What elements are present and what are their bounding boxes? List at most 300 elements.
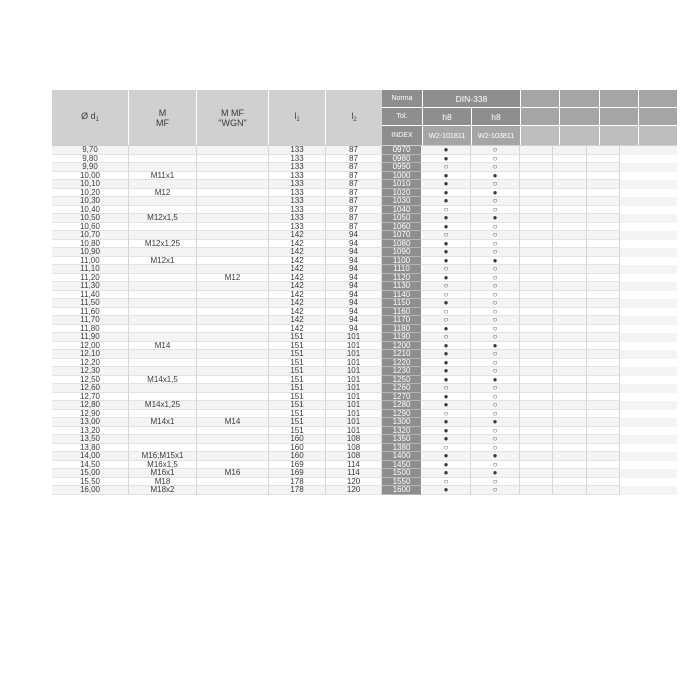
availability-2-cell: ○	[471, 393, 520, 402]
length-l2-cell: 87	[326, 206, 382, 215]
diameter-cell: 11,70	[52, 316, 129, 325]
table-row	[52, 155, 677, 164]
empty-cell	[587, 478, 620, 487]
availability-2-cell: ○	[471, 240, 520, 249]
thread-cell: M11x1	[129, 172, 197, 181]
empty-cell	[587, 291, 620, 300]
availability-2-cell: ○	[471, 231, 520, 240]
diameter-cell: 11,90	[52, 333, 129, 342]
table-row	[52, 231, 677, 240]
length-l1-cell: 133	[269, 197, 326, 206]
thread-cell	[129, 435, 197, 444]
table-row	[52, 180, 677, 189]
empty-cell	[553, 359, 586, 368]
thread-cell: M12x1	[129, 257, 197, 266]
empty-cell	[587, 214, 620, 223]
empty-cell	[553, 486, 586, 495]
wgn-thread-cell	[197, 189, 269, 198]
availability-2-cell: ○	[471, 180, 520, 189]
empty-cell	[587, 444, 620, 453]
empty-cell	[553, 291, 586, 300]
diameter-cell: 11,80	[52, 325, 129, 334]
empty-cell	[520, 461, 553, 470]
length-l1-cell: 151	[269, 350, 326, 359]
wgn-thread-cell	[197, 350, 269, 359]
header-thread	[129, 90, 197, 145]
length-l2-cell: 94	[326, 325, 382, 334]
empty-cell	[587, 206, 620, 215]
code-cell: 1120	[382, 274, 422, 283]
empty-cell	[553, 350, 586, 359]
length-l1-cell: 142	[269, 299, 326, 308]
tol-value-2: h8	[471, 108, 520, 125]
wgn-thread-cell	[197, 316, 269, 325]
empty-cell	[587, 274, 620, 283]
header-l1-sub: 1	[296, 116, 300, 123]
wgn-thread-cell	[197, 163, 269, 172]
code-cell: 1140	[382, 291, 422, 300]
diameter-cell: 11,40	[52, 291, 129, 300]
wgn-thread-cell: M14	[197, 418, 269, 427]
length-l1-cell: 151	[269, 401, 326, 410]
table-row	[52, 265, 677, 274]
header-left	[52, 90, 382, 145]
availability-1-cell: ●	[422, 469, 471, 478]
length-l1-cell: 133	[269, 189, 326, 198]
table-row	[52, 478, 677, 487]
code-cell: 1600	[382, 486, 422, 495]
empty-cell	[587, 155, 620, 164]
wgn-thread-cell	[197, 342, 269, 351]
availability-1-cell: ●	[422, 274, 471, 283]
thread-cell	[129, 180, 197, 189]
thread-cell: M18x2	[129, 486, 197, 495]
empty-cell	[553, 469, 586, 478]
code-cell: 1050	[382, 214, 422, 223]
diameter-cell: 10,50	[52, 214, 129, 223]
header-l2-label: l	[351, 110, 354, 121]
thread-cell	[129, 444, 197, 453]
wgn-thread-cell	[197, 223, 269, 232]
availability-1-cell: ●	[422, 257, 471, 266]
availability-1-cell: ●	[422, 325, 471, 334]
length-l1-cell: 151	[269, 333, 326, 342]
availability-1-cell: ●	[422, 486, 471, 495]
length-l1-cell: 151	[269, 376, 326, 385]
empty-cell	[520, 172, 553, 181]
availability-1-cell: ●	[422, 401, 471, 410]
empty-cell	[553, 376, 586, 385]
availability-2-cell: ○	[471, 367, 520, 376]
availability-1-cell: ●	[422, 435, 471, 444]
table-row	[52, 299, 677, 308]
table-row	[52, 486, 677, 495]
table-row	[52, 359, 677, 368]
empty-cell	[520, 486, 553, 495]
length-l2-cell: 94	[326, 257, 382, 266]
length-l1-cell: 151	[269, 359, 326, 368]
wgn-thread-cell	[197, 231, 269, 240]
diameter-cell: 15,50	[52, 478, 129, 487]
availability-2-cell: ○	[471, 265, 520, 274]
length-l2-cell: 101	[326, 401, 382, 410]
table-row	[52, 393, 677, 402]
availability-2-cell: ○	[471, 299, 520, 308]
empty-cell	[553, 384, 586, 393]
code-cell: 1010	[382, 180, 422, 189]
wgn-thread-cell	[197, 257, 269, 266]
table-row	[52, 384, 677, 393]
empty-cell	[587, 435, 620, 444]
header-diameter	[52, 90, 129, 145]
availability-1-cell: ●	[422, 155, 471, 164]
thread-cell	[129, 299, 197, 308]
length-l1-cell: 142	[269, 240, 326, 249]
header-index-row	[382, 126, 677, 145]
length-l2-cell: 101	[326, 333, 382, 342]
empty-cell	[553, 265, 586, 274]
diameter-cell: 12,90	[52, 410, 129, 419]
empty-cell	[520, 342, 553, 351]
length-l2-cell: 94	[326, 231, 382, 240]
header-empty-columns	[520, 126, 677, 145]
table-row	[52, 257, 677, 266]
diameter-cell: 11,20	[52, 274, 129, 283]
table-row	[52, 282, 677, 291]
wgn-thread-cell: M16	[197, 469, 269, 478]
availability-1-cell: ●	[422, 172, 471, 181]
wgn-thread-cell	[197, 325, 269, 334]
empty-cell	[520, 333, 553, 342]
diameter-cell: 14,00	[52, 452, 129, 461]
empty-cell	[520, 274, 553, 283]
empty-cell	[520, 299, 553, 308]
table-row	[52, 350, 677, 359]
empty-cell	[520, 282, 553, 291]
diameter-cell: 9,80	[52, 155, 129, 164]
table-row	[52, 376, 677, 385]
availability-1-cell: ●	[422, 350, 471, 359]
availability-1-cell: ○	[422, 206, 471, 215]
wgn-thread-cell	[197, 265, 269, 274]
empty-cell	[553, 214, 586, 223]
thread-cell	[129, 393, 197, 402]
availability-1-cell: ○	[422, 265, 471, 274]
availability-2-cell: ●	[471, 452, 520, 461]
tol-label: Tol.	[382, 108, 422, 125]
diameter-cell: 12,80	[52, 401, 129, 410]
empty-cell	[587, 410, 620, 419]
table-row	[52, 367, 677, 376]
empty-cell	[520, 316, 553, 325]
length-l1-cell: 160	[269, 452, 326, 461]
thread-cell	[129, 325, 197, 334]
wgn-thread-cell	[197, 401, 269, 410]
wgn-thread-cell	[197, 299, 269, 308]
empty-cell	[553, 180, 586, 189]
diameter-cell: 12,60	[52, 384, 129, 393]
empty-cell	[587, 486, 620, 495]
length-l1-cell: 142	[269, 282, 326, 291]
availability-2-cell: ○	[471, 444, 520, 453]
availability-1-cell: ●	[422, 197, 471, 206]
empty-cell	[587, 316, 620, 325]
availability-2-cell: ●	[471, 469, 520, 478]
empty-cell	[520, 189, 553, 198]
thread-cell	[129, 384, 197, 393]
code-cell: 1550	[382, 478, 422, 487]
length-l1-cell: 169	[269, 469, 326, 478]
length-l1-cell: 133	[269, 206, 326, 215]
code-cell: 1040	[382, 206, 422, 215]
thread-cell: M14x1	[129, 418, 197, 427]
empty-cell	[587, 427, 620, 436]
table-row	[52, 333, 677, 342]
diameter-cell: 12,20	[52, 359, 129, 368]
availability-1-cell: ●	[422, 376, 471, 385]
empty-cell	[520, 240, 553, 249]
table-row	[52, 214, 677, 223]
availability-1-cell: ●	[422, 214, 471, 223]
length-l1-cell: 142	[269, 231, 326, 240]
empty-cell	[520, 206, 553, 215]
thread-cell	[129, 333, 197, 342]
code-cell: 1400	[382, 452, 422, 461]
diameter-cell: 11,50	[52, 299, 129, 308]
empty-cell	[553, 461, 586, 470]
length-l1-cell: 142	[269, 265, 326, 274]
code-cell: 1130	[382, 282, 422, 291]
empty-cell	[587, 197, 620, 206]
length-l1-cell: 142	[269, 257, 326, 266]
length-l2-cell: 94	[326, 282, 382, 291]
diameter-cell: 10,10	[52, 180, 129, 189]
code-cell: 1110	[382, 265, 422, 274]
empty-cell	[520, 197, 553, 206]
empty-cell	[587, 342, 620, 351]
wgn-thread-cell	[197, 248, 269, 257]
availability-2-cell: ○	[471, 316, 520, 325]
length-l2-cell: 101	[326, 410, 382, 419]
diameter-cell: 13,20	[52, 427, 129, 436]
empty-cell	[553, 155, 586, 164]
header-thread-line1: M	[158, 107, 167, 118]
length-l1-cell: 151	[269, 342, 326, 351]
length-l2-cell: 120	[326, 486, 382, 495]
thread-cell	[129, 291, 197, 300]
empty-cell	[587, 308, 620, 317]
length-l2-cell: 87	[326, 180, 382, 189]
diameter-cell: 11,30	[52, 282, 129, 291]
empty-cell	[587, 359, 620, 368]
empty-cell	[520, 410, 553, 419]
availability-1-cell: ○	[422, 478, 471, 487]
empty-cell	[587, 461, 620, 470]
length-l1-cell: 133	[269, 163, 326, 172]
empty-cell	[553, 435, 586, 444]
empty-cell	[587, 299, 620, 308]
wgn-thread-cell	[197, 282, 269, 291]
empty-cell	[553, 316, 586, 325]
availability-1-cell: ●	[422, 223, 471, 232]
code-cell: 1280	[382, 401, 422, 410]
empty-cell	[587, 384, 620, 393]
length-l1-cell: 142	[269, 248, 326, 257]
empty-cell	[553, 206, 586, 215]
table-row	[52, 291, 677, 300]
code-cell: 1000	[382, 172, 422, 181]
availability-2-cell: ○	[471, 282, 520, 291]
table-row	[52, 325, 677, 334]
availability-1-cell: ○	[422, 231, 471, 240]
header-wgn	[197, 90, 269, 145]
availability-1-cell: ○	[422, 308, 471, 317]
length-l1-cell: 133	[269, 223, 326, 232]
thread-cell: M14x1,25	[129, 401, 197, 410]
empty-cell	[587, 418, 620, 427]
availability-2-cell: ○	[471, 163, 520, 172]
thread-cell: M18	[129, 478, 197, 487]
length-l2-cell: 94	[326, 291, 382, 300]
table-row	[52, 197, 677, 206]
wgn-thread-cell	[197, 240, 269, 249]
empty-cell	[553, 401, 586, 410]
table-row	[52, 461, 677, 470]
availability-2-cell: ○	[471, 486, 520, 495]
diameter-cell: 10,30	[52, 197, 129, 206]
length-l1-cell: 160	[269, 435, 326, 444]
empty-cell	[553, 172, 586, 181]
tol-value-1: h8	[422, 108, 471, 125]
wgn-thread-cell	[197, 410, 269, 419]
thread-cell	[129, 231, 197, 240]
availability-2-cell: ○	[471, 223, 520, 232]
wgn-thread-cell	[197, 155, 269, 164]
code-cell: 1270	[382, 393, 422, 402]
code-cell: 1190	[382, 333, 422, 342]
availability-1-cell: ●	[422, 248, 471, 257]
empty-cell	[553, 444, 586, 453]
diameter-cell: 13,50	[52, 435, 129, 444]
empty-cell	[553, 282, 586, 291]
code-cell: 1500	[382, 469, 422, 478]
diameter-cell: 12,50	[52, 376, 129, 385]
header-wgn-line1: M MF	[220, 107, 244, 118]
diameter-cell: 10,90	[52, 248, 129, 257]
availability-1-cell: ○	[422, 444, 471, 453]
diameter-cell: 11,10	[52, 265, 129, 274]
availability-2-cell: ●	[471, 189, 520, 198]
code-cell: 1320	[382, 427, 422, 436]
wgn-thread-cell	[197, 367, 269, 376]
empty-cell	[553, 231, 586, 240]
wgn-thread-cell	[197, 393, 269, 402]
empty-cell	[520, 257, 553, 266]
empty-cell	[520, 155, 553, 164]
length-l2-cell: 94	[326, 240, 382, 249]
availability-2-cell: ●	[471, 418, 520, 427]
header-norma-row	[382, 90, 677, 108]
empty-cell	[553, 189, 586, 198]
availability-1-cell: ○	[422, 291, 471, 300]
diameter-cell: 10,60	[52, 223, 129, 232]
availability-2-cell: ○	[471, 325, 520, 334]
length-l2-cell: 114	[326, 461, 382, 470]
length-l2-cell: 87	[326, 223, 382, 232]
empty-cell	[587, 333, 620, 342]
empty-cell	[587, 469, 620, 478]
empty-cell	[520, 418, 553, 427]
thread-cell: M12	[129, 189, 197, 198]
empty-cell	[553, 197, 586, 206]
empty-cell	[587, 350, 620, 359]
wgn-thread-cell: M12	[197, 274, 269, 283]
empty-cell	[587, 257, 620, 266]
length-l1-cell: 133	[269, 214, 326, 223]
code-cell: 1220	[382, 359, 422, 368]
diameter-cell: 12,10	[52, 350, 129, 359]
length-l1-cell: 142	[269, 274, 326, 283]
wgn-thread-cell	[197, 435, 269, 444]
empty-cell	[520, 214, 553, 223]
thread-cell	[129, 359, 197, 368]
length-l2-cell: 87	[326, 155, 382, 164]
availability-2-cell: ○	[471, 435, 520, 444]
wgn-thread-cell	[197, 384, 269, 393]
empty-cell	[587, 172, 620, 181]
table-row	[52, 418, 677, 427]
availability-2-cell: ●	[471, 172, 520, 181]
wgn-thread-cell	[197, 444, 269, 453]
availability-2-cell: ○	[471, 291, 520, 300]
table-row	[52, 240, 677, 249]
empty-cell	[520, 231, 553, 240]
wgn-thread-cell	[197, 359, 269, 368]
diameter-cell: 10,20	[52, 189, 129, 198]
availability-2-cell: ○	[471, 410, 520, 419]
length-l1-cell: 178	[269, 486, 326, 495]
length-l1-cell: 178	[269, 478, 326, 487]
table-row	[52, 401, 677, 410]
availability-1-cell: ●	[422, 342, 471, 351]
diameter-cell: 10,40	[52, 206, 129, 215]
code-cell: 1100	[382, 257, 422, 266]
code-cell: 0990	[382, 163, 422, 172]
code-cell: 1260	[382, 384, 422, 393]
empty-cell	[553, 248, 586, 257]
length-l2-cell: 94	[326, 316, 382, 325]
length-l2-cell: 87	[326, 189, 382, 198]
norma-value: DIN-338	[422, 90, 520, 107]
empty-cell	[587, 240, 620, 249]
length-l1-cell: 142	[269, 308, 326, 317]
length-l2-cell: 94	[326, 308, 382, 317]
availability-2-cell: ○	[471, 384, 520, 393]
empty-cell	[553, 333, 586, 342]
availability-1-cell: ●	[422, 240, 471, 249]
empty-cell	[587, 452, 620, 461]
code-cell: 1080	[382, 240, 422, 249]
header-tol-row	[382, 108, 677, 126]
code-cell: 1070	[382, 231, 422, 240]
length-l2-cell: 101	[326, 342, 382, 351]
header-l1-label: l	[294, 110, 297, 121]
length-l2-cell: 101	[326, 359, 382, 368]
length-l2-cell: 87	[326, 172, 382, 181]
thread-cell: M14x1,5	[129, 376, 197, 385]
thread-cell	[129, 282, 197, 291]
diameter-cell: 14,50	[52, 461, 129, 470]
